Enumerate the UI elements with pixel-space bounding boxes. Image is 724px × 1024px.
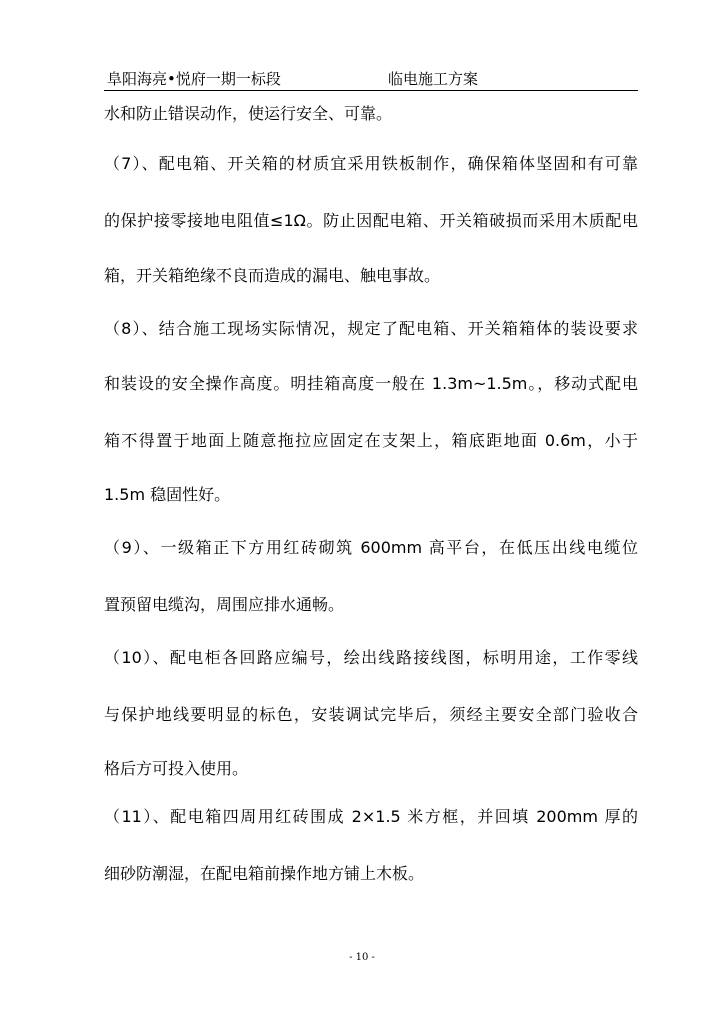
page-header	[104, 66, 638, 91]
document-title: 临电施工方案	[388, 70, 479, 88]
paragraph-line: 箱不得置于地面上随意拖拉应固定在支架上，箱底距地面 0.6m，小于	[104, 431, 638, 450]
paragraph-line: （9）、一级箱正下方用红砖砌筑 600mm 高平台，在低压出线电缆位	[104, 538, 638, 557]
page-number: - 10 -	[349, 952, 375, 963]
paragraph-line: （10）、配电柜各回路应编号，绘出线路接线图，标明用途，工作零线	[104, 648, 638, 667]
paragraph-line: 水和防止错误动作，使运行安全、可靠。	[104, 104, 393, 123]
paragraph-line: 1.5m 稳固性好。	[104, 485, 231, 504]
paragraph-line: 细砂防潮湿，在配电箱前操作地方铺上木板。	[104, 864, 425, 883]
paragraph-line: 和装设的安全操作高度。明挂箱高度一般在 1.3m~1.5m。，移动式配电	[104, 374, 638, 393]
paragraph-line: 的保护接零接地电阻值≤1Ω。防止因配电箱、开关箱破损而采用木质配电	[104, 211, 638, 230]
paragraph-line: 置预留电缆沟，周围应排水通畅。	[104, 595, 345, 614]
paragraph-line: 与保护地线要明显的标色，安装调试完毕后，须经主要安全部门验收合	[104, 705, 638, 724]
paragraph-line: （11）、配电箱四周用红砖围成 2×1.5 米方框，并回填 200mm 厚的	[104, 807, 638, 826]
paragraph-line: 箱，开关箱绝缘不良而造成的漏电、触电事故。	[104, 266, 441, 285]
paragraph-line: （8）、结合施工现场实际情况，规定了配电箱、开关箱箱体的装设要求	[104, 319, 638, 338]
project-title: 阜阳海亮•悦府一期一标段	[107, 70, 281, 88]
paragraph-line: 格后方可投入使用。	[104, 759, 249, 778]
paragraph-line: （7）、配电箱、开关箱的材质宜采用铁板制作，确保箱体坚固和有可靠	[104, 154, 638, 173]
